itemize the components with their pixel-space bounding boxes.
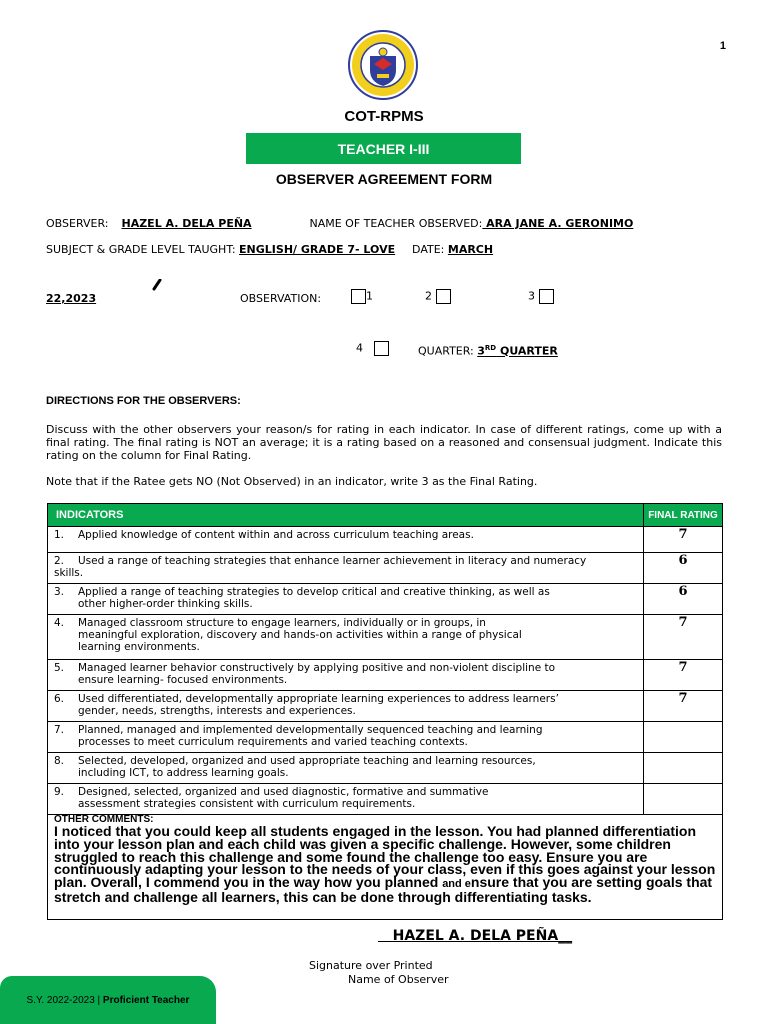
final-rating-cell[interactable]: 6 [644,553,723,584]
indicator-number: 1. [54,529,65,541]
indicator-number: 3. [54,586,65,598]
observation-3-checkbox[interactable] [539,289,554,304]
indicator-line-text: Managed classroom structure to engage learners, individually or in groups, in [78,617,486,629]
comments-label: OTHER COMMENTS: [54,814,154,825]
indicator-row [48,553,723,584]
final-rating-cell[interactable]: 6 [644,584,723,615]
document-title: COT-RPMS [344,108,424,125]
observation-4-checkbox[interactable] [374,341,389,356]
date-continued-value: 22,2023 [46,292,97,305]
teacher-rank: Proficient Teacher [102,994,190,1006]
indicator-line: skills. [54,567,84,579]
comments-text: I noticed that you could keep all students engaged in the lesson. You had planned differentiation into your lesson plan and each child was given a specific challenge. However, some children struggled to reach this challenge and some found the challenge too easy. Ensure you are continuously adapting your lesson to the needs of your class, even if this goes against your lesson plan. Overall, I commend you in the way how you planned and ensure that you are setting goals that stretch and challenge all learners, this can be done through differentiating tasks. [54,823,716,905]
final-rating-cell[interactable]: 7 [644,615,723,660]
directions-heading: DIRECTIONS FOR THE OBSERVERS: [46,395,241,407]
indicator-line [54,662,639,674]
final-rating-cell[interactable] [644,784,723,815]
observation-2-label: 2 [425,289,432,303]
position-banner: TEACHER I-III [246,133,521,164]
indicator-text [48,527,644,553]
page-number: 1 [719,40,726,52]
indicator-line [54,786,639,798]
indicator-row [48,753,723,784]
indicator-line: meaningful exploration, discovery and hands-on activities within a range of physical [78,629,522,641]
observation-4 [356,341,389,356]
deped-seal-logo [348,30,418,100]
quarter-value: 3RD QUARTER [477,344,558,358]
indicator-number: 2. [54,555,65,567]
indicator-row [48,722,723,753]
indicator-line: ensure learning- focused environments. [78,674,288,686]
indicator-text [48,722,644,753]
teacher-value: ARA JANE A. GERONIMO [482,217,634,230]
final-rating-cell[interactable] [644,753,723,784]
observation-2-checkbox[interactable] [436,289,451,304]
indicator-row [48,584,723,615]
date-continued [46,292,203,305]
indicator-line-text: Designed, selected, organized and used diagnostic, formative and summative [78,786,489,798]
indicator-number: 7. [54,724,65,736]
indicator-row [48,660,723,691]
subject-value: ENGLISH/ GRADE 7- LOVE [239,243,396,256]
indicator-line [54,724,639,736]
indicator-line-text: Selected, developed, organized and used appropriate teaching and learning resources, [78,755,536,767]
table-header-row [48,504,723,527]
observation-2 [425,289,451,304]
indicator-line: assessment strategies consistent with curriculum requirements. [78,798,416,810]
observation-4-label: 4 [356,341,363,355]
observation-1 [351,289,373,304]
indicator-number: 6. [54,693,65,705]
final-rating-cell[interactable]: 7 [644,660,723,691]
indicator-line-text: Planned, managed and implemented developmentally sequenced teaching and learning [78,724,543,736]
comments-cell [48,815,723,920]
subject-label: SUBJECT & GRADE LEVEL TAUGHT: [46,243,236,256]
school-year: S.Y. 2022-2023 | [26,994,103,1006]
indicator-text [48,615,644,660]
indicator-text [48,584,644,615]
observation-1-label: 1 [366,289,373,303]
indicator-line-text: Managed learner behavior constructively by applying positive and non-violent discipline to [78,662,556,674]
observer-value: HAZEL A. DELA PEÑA [121,217,252,230]
indicator-row [48,691,723,722]
indicator-line: other higher-order thinking skills. [78,598,253,610]
indicator-text [48,553,644,584]
final-rating-cell[interactable] [644,722,723,753]
observation-3 [528,289,554,304]
subject-line [46,243,500,256]
final-rating-cell[interactable]: 7 [644,527,723,553]
observation-1-checkbox[interactable] [351,289,366,304]
quarter-label: QUARTER: [418,344,474,358]
signature-caption-line2: Name of Observer [348,973,449,986]
indicator-text [48,784,644,815]
indicator-line [54,755,639,767]
indicator-line [54,617,639,629]
indicator-line: learning environments. [78,641,200,653]
indicator-number: 9. [54,786,65,798]
observer-label: OBSERVER: [46,217,109,230]
indicator-line: gender, needs, strengths, interests and experiences. [78,705,356,717]
indicators-table [47,503,723,920]
directions-paragraph: Discuss with the other observers your reason/s for rating in each indicator. In case of different ratings, come up with a final rating. The final rating is NOT an average; it is a rating based on a reasoned and consensual judgment. Indicate this rating on the column for Final Rating. [46,423,722,462]
indicator-number: 4. [54,617,65,629]
indicator-line-text: Applied a range of teaching strategies to develop critical and creative thinking, as well as [78,586,550,598]
final-rating-cell[interactable]: 7 [644,691,723,722]
indicator-text [48,753,644,784]
note-paragraph: Note that if the Ratee gets NO (Not Observed) in an indicator, write 3 as the Final Rating. [46,475,538,488]
indicator-text [48,691,644,722]
indicator-number: 8. [54,755,65,767]
form-title: OBSERVER AGREEMENT FORM [275,171,493,187]
quarter-line [418,344,637,358]
indicator-line: processes to meet curriculum requirements and varied teaching contexts. [78,736,468,748]
footer-tab [0,976,216,1024]
teacher-label: NAME OF TEACHER OBSERVED: [309,217,483,230]
signature-caption-line1: Signature over Printed [309,959,433,972]
observation-label: OBSERVATION: [240,292,322,305]
indicator-row [48,615,723,660]
indicator-row [48,527,723,553]
indicator-line-text: Applied knowledge of content within and across curriculum teaching areas. [78,529,474,541]
observation-3-label: 3 [528,289,535,303]
comments-row [48,815,723,920]
indicator-text [48,660,644,691]
observer-signature-name: HAZEL A. DELA PEÑA__ [378,928,573,944]
indicators-header: INDICATORS [48,504,644,527]
indicator-line: including ICT, to address learning goals. [78,767,289,779]
indicator-row [48,784,723,815]
indicator-line [54,529,639,541]
indicator-line [54,586,639,598]
indicator-number: 5. [54,662,65,674]
indicator-line [54,693,639,705]
date-value: MARCH [447,243,494,256]
date-label: DATE: [412,243,445,256]
indicator-line [54,555,639,567]
final-rating-header: FINAL RATING [644,504,723,527]
observer-line [46,217,633,230]
indicator-line-text: Used differentiated, developmentally appropriate learning experiences to address learners’ [78,693,559,705]
indicator-line-text: Used a range of teaching strategies that enhance learner achievement in literacy and numeracy [78,555,587,567]
